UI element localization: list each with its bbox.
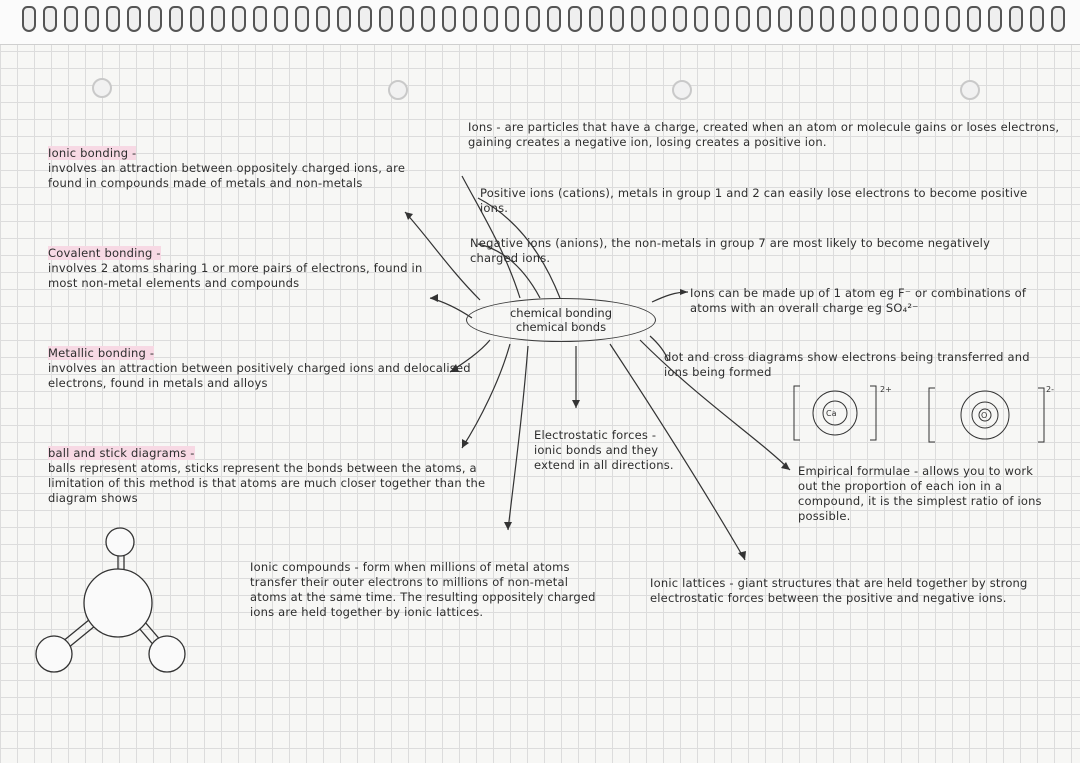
positive-ions-note	[480, 186, 1032, 216]
ball-and-stick-model	[36, 528, 185, 672]
metallic-bonding-title: Metallic bonding -	[48, 346, 155, 360]
ball-stick-title: ball and stick diagrams -	[48, 446, 195, 460]
ion2-charge-text: 2-	[1046, 385, 1054, 394]
negative-ions-text: Negative ions (anions), the non-metals in group 7 are most likely to become negatively charged ions.	[470, 236, 991, 265]
ionic-bonding-text: involves an attraction between oppositely charged ions, are found in compounds made of metals and non-metals	[48, 161, 406, 190]
ionic-lattices-text: Ionic lattices - giant structures that are held together by strong electrostatic forces between the positive and negative ions.	[650, 576, 1028, 605]
positive-ions-text: Positive ions (cations), metals in group 1 and 2 can easily lose electrons to become positive ions.	[480, 186, 1028, 215]
combinations-note	[690, 286, 1030, 316]
ionic-lattices-note	[650, 576, 1045, 606]
electrostatic-note	[534, 428, 682, 473]
hub-line-2: chemical bonds	[515, 320, 607, 334]
ionic-bonding-note	[48, 146, 438, 191]
ions-note	[468, 120, 1064, 150]
hub-line-1: chemical bonding	[509, 306, 612, 320]
covalent-bonding-note	[48, 246, 443, 291]
ionic-compounds-note	[250, 560, 600, 620]
negative-ions-note	[470, 236, 1042, 266]
empirical-text: Empirical formulae - allows you to work out the proportion of each ion in a compound, it is the simplest ratio of ions possible.	[798, 464, 1042, 523]
covalent-bonding-text: involves 2 atoms sharing 1 or more pairs of electrons, found in most non-metal elements and compounds	[48, 261, 423, 290]
ball-stick-note	[48, 446, 503, 506]
covalent-bonding-title: Covalent bonding -	[48, 246, 161, 260]
ionic-bonding-title: Ionic bonding -	[48, 146, 137, 160]
ball-stick-text: balls represent atoms, sticks represent the bonds between the atoms, a limitation of this method is that atoms are much closer together than the diagram shows	[48, 461, 486, 505]
ions-text: Ions - are particles that have a charge, created when an atom or molecule gains or loses electrons, gaining creates a negative ion, losing creates a positive ion.	[468, 120, 1060, 149]
empirical-note	[798, 464, 1053, 524]
dot-cross-text: dot and cross diagrams show electrons being transferred and ions being formed	[664, 350, 1030, 379]
dot-cross-note	[664, 350, 1036, 380]
ion2-symbol-text: O	[981, 411, 988, 420]
ionic-compounds-text: Ionic compounds - form when millions of metal atoms transfer their outer electrons to millions of non-metal atoms at the same time. The resulting oppositely charged ions are held together by ionic lattices.	[250, 560, 596, 619]
combinations-text: Ions can be made up of 1 atom eg F⁻ or combinations of atoms with an overall charge eg SO₄²⁻	[690, 286, 1027, 315]
metallic-bonding-text: involves an attraction between positively charged ions and delocalised electrons, found in metals and alloys	[48, 361, 471, 390]
electrostatic-text: Electrostatic forces - ionic bonds and they extend in all directions.	[534, 428, 674, 472]
metallic-bonding-note	[48, 346, 488, 391]
arrow-to-ionic-compounds	[508, 346, 528, 530]
ion1-charge-text: 2+	[880, 385, 892, 394]
ion1-symbol-text: Ca	[826, 409, 837, 418]
central-topic	[466, 298, 656, 342]
